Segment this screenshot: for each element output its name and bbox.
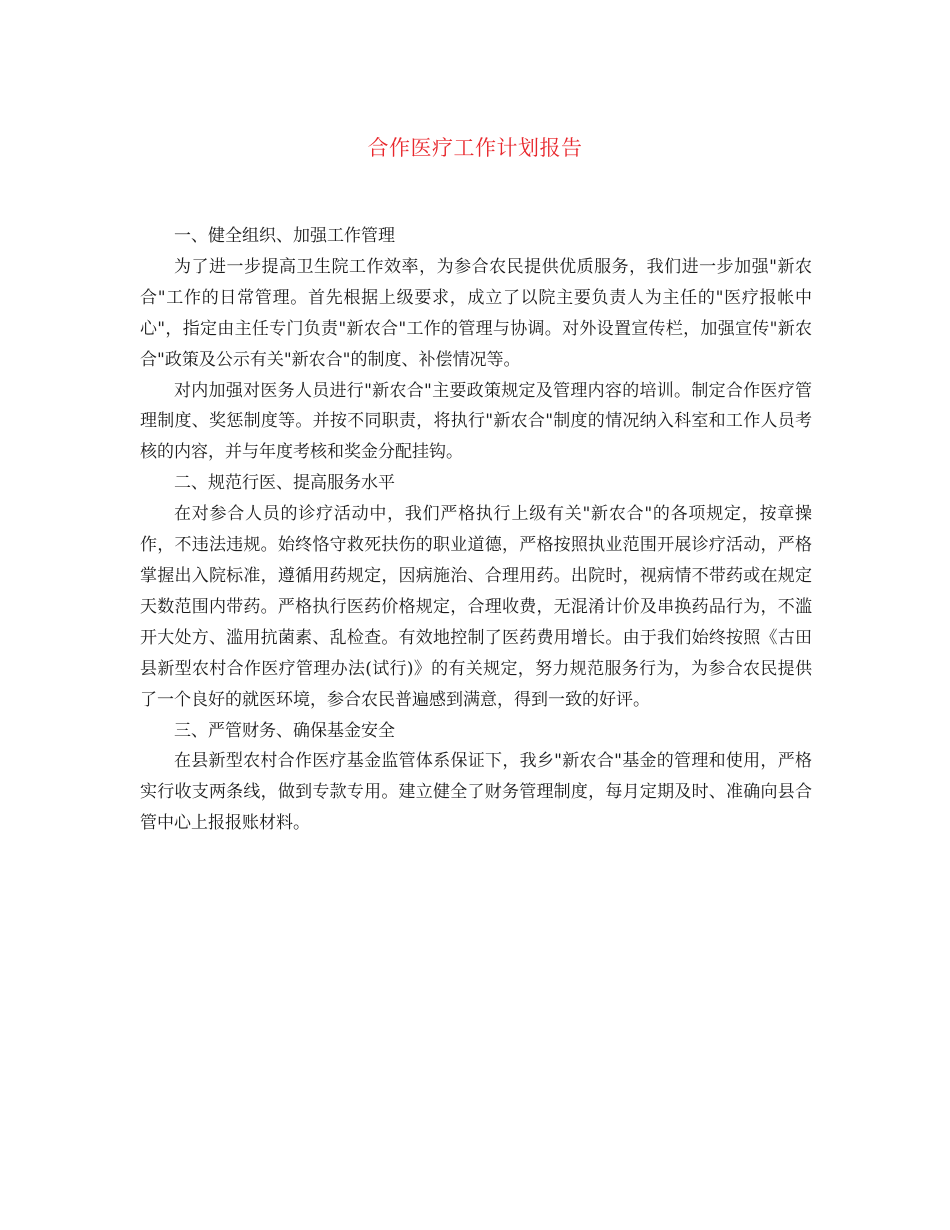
section-heading-3: 三、严管财务、确保基金安全 [174,720,395,741]
section-1-paragraph-1: 为了进一步提高卫生院工作效率，为参合农民提供优质服务，我们进一步加强"新农合"工作的日常管理。首先根据上级要求，成立了以院主要负责人为主任的"医疗报帐中心"，指定由主任专门负责"新农合"工作的管理与协调。对外设置宣传栏，加强宣传"新农合"政策及公示有关"新农合"的制度、补偿情况等。 [140,256,812,370]
section-heading-2: 二、规范行医、提高服务水平 [174,473,395,494]
section-3-paragraph-1: 在县新型农村合作医疗基金监管体系保证下，我乡"新农合"基金的管理和使用，严格实行收支两条线，做到专款专用。建立健全了财务管理制度，每月定期及时、准确向县合管中心上报报账材料。 [140,751,812,834]
section-2-paragraph-1: 在对参合人员的诊疗活动中，我们严格执行上级有关"新农合"的各项规定，按章操作，不违法违规。始终恪守救死扶伤的职业道德，严格按照执业范围开展诊疗活动，严格掌握出入院标准，遵循用药规定，因病施治、合理用药。出院时，视病情不带药或在规定天数范围内带药。严格执行医药价格规定，合理收费，无混淆计价及串换药品行为，不滥开大处方、滥用抗菌素、乱检查。有效地控制了医药费用增长。由于我们始终按照《古田县新型农村合作医疗管理办法(试行)》的有关规定，努力规范服务行为，为参合农民提供了一个良好的就医环境，参合农民普遍感到满意，得到一致的好评。 [140,504,812,710]
document-title: 合作医疗工作计划报告 [367,136,583,160]
section-heading-1: 一、健全组织、加强工作管理 [174,226,395,246]
document-body [140,221,812,839]
section-1-paragraph-2: 对内加强对医务人员进行"新农合"主要政策规定及管理内容的培训。制定合作医疗管理制度、奖惩制度等。并按不同职责，将执行"新农合"制度的情况纳入科室和工作人员考核的内容，并与年度考核和奖金分配挂钩。 [140,380,812,463]
